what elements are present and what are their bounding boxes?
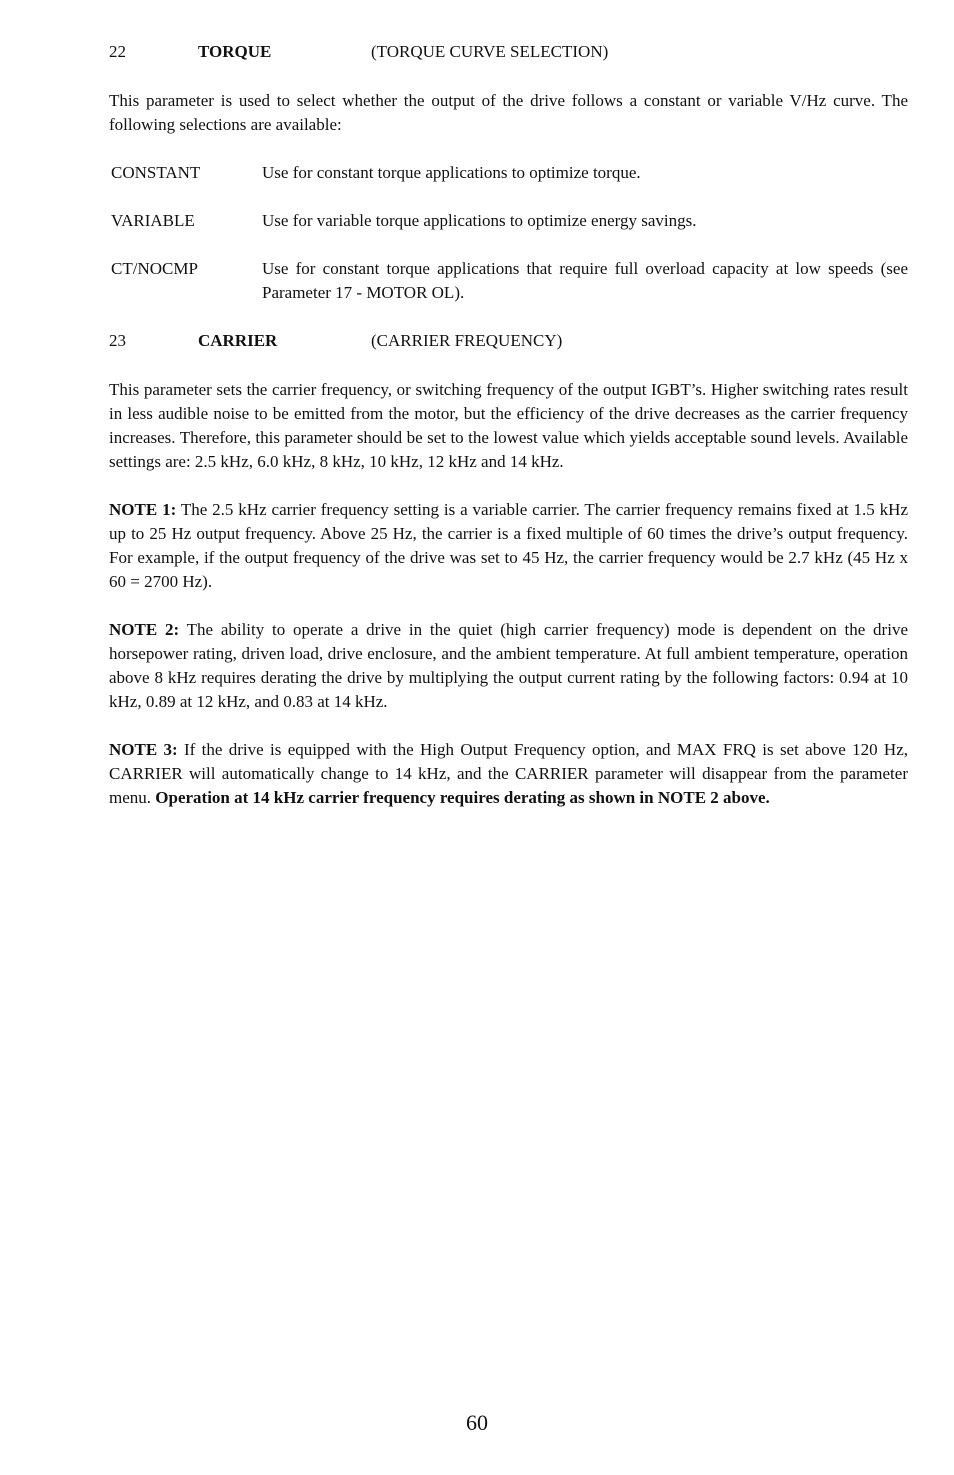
selection-name: CONSTANT xyxy=(111,163,201,182)
torque-intro-paragraph: This parameter is used to select whether the output of the drive follows a constant or variable V/Hz curve. The following selections are available: xyxy=(109,91,908,134)
selection-name: CT/NOCMP xyxy=(111,259,198,278)
note-3-label: NOTE 3: xyxy=(109,740,178,759)
torque-selection-list xyxy=(109,161,908,305)
selection-description: Use for variable torque applications to optimize energy savings. xyxy=(262,211,697,230)
selection-name: VARIABLE xyxy=(111,211,195,230)
note-3-paragraph xyxy=(109,738,908,810)
selection-row-variable xyxy=(109,209,908,233)
carrier-parameter-header xyxy=(109,329,908,353)
carrier-parameter-description: (CARRIER FREQUENCY) xyxy=(371,331,563,350)
note-2-label: NOTE 2: xyxy=(109,620,180,639)
manual-page xyxy=(109,40,908,810)
carrier-intro-paragraph: This parameter sets the carrier frequency, or switching frequency of the output IGBT’s. Higher switching rates result in less audible noise to be emitted from the motor, but the efficiency of the drive decreases as the carrier frequency increases. Therefore, this parameter should be set to the lowest value which yields acceptable sound levels. Available settings are: 2.5 kHz, 6.0 kHz, 8 kHz, 10 kHz, 12 kHz and 14 kHz. xyxy=(109,380,908,471)
torque-parameter-number: 22 xyxy=(109,42,126,61)
note-3-text: If the drive is equipped with the High Output Frequency option, and MAX FRQ is set above 120 Hz, CARRIER will automatically change to 14 kHz, and the CARRIER parameter will disappear from the parameter menu. xyxy=(109,740,908,807)
note-3-warning: Operation at 14 kHz carrier frequency requires derating as shown in NOTE 2 above. xyxy=(155,788,770,807)
torque-parameter-header xyxy=(109,40,908,64)
note-1-label: NOTE 1: xyxy=(109,500,177,519)
selection-description: Use for constant torque applications to optimize torque. xyxy=(262,163,641,182)
page-number: 60 xyxy=(466,1410,488,1435)
note-1-text: The 2.5 kHz carrier frequency setting is a variable carrier. The carrier frequency remains fixed at 1.5 kHz up to 25 Hz output frequency. Above 25 Hz, the carrier is a fixed multiple of 60 times the drive’s output frequency. For example, if the output frequency of the drive was set to 45 Hz, the carrier frequency would be 2.7 kHz (45 Hz x 60 = 2700 Hz). xyxy=(109,500,909,591)
note-2-paragraph xyxy=(109,618,908,714)
selection-row-constant xyxy=(109,161,908,185)
note-1-paragraph xyxy=(109,498,908,594)
torque-parameter-description: (TORQUE CURVE SELECTION) xyxy=(371,42,609,61)
torque-parameter-name: TORQUE xyxy=(198,42,272,61)
carrier-parameter-number: 23 xyxy=(109,331,126,350)
note-2-text: The ability to operate a drive in the quiet (high carrier frequency) mode is dependent on the drive horsepower rating, driven load, drive enclosure, and the ambient temperature. At full ambient temperature, operation above 8 kHz requires derating the drive by multiplying the output current rating by the following factors: 0.94 at 10 kHz, 0.89 at 12 kHz, and 0.83 at 14 kHz. xyxy=(109,620,908,711)
carrier-parameter-name: CARRIER xyxy=(198,331,278,350)
selection-description: Use for constant torque applications that require full overload capacity at low speeds (see Parameter 17 - MOTOR OL). xyxy=(262,259,908,302)
selection-row-ct-nocmp xyxy=(109,257,908,305)
